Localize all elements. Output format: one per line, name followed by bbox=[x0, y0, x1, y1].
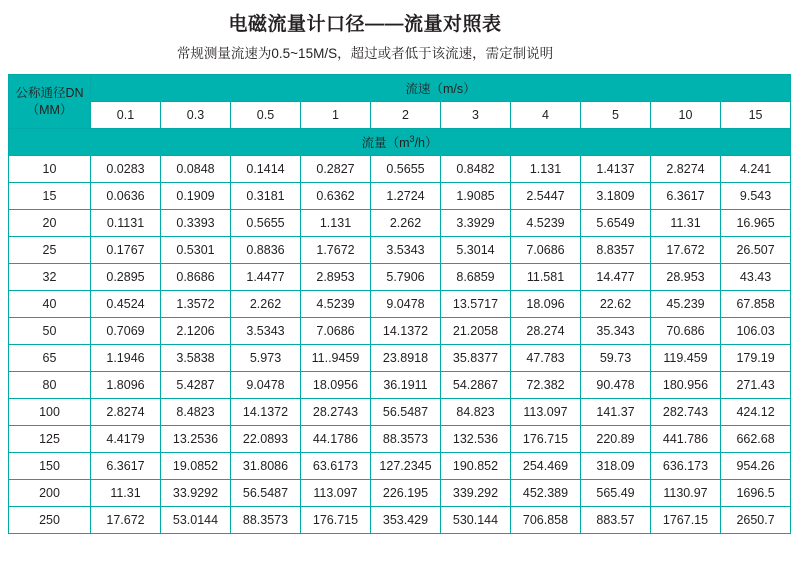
cell: 16.965 bbox=[721, 210, 791, 237]
cell: 1767.15 bbox=[651, 507, 721, 534]
cell: 141.37 bbox=[581, 399, 651, 426]
cell: 31.8086 bbox=[231, 453, 301, 480]
cell: 4.4179 bbox=[91, 426, 161, 453]
table-row bbox=[9, 264, 791, 291]
cell: 176.715 bbox=[511, 426, 581, 453]
cell: 43.43 bbox=[721, 264, 791, 291]
cell: 44.1786 bbox=[301, 426, 371, 453]
cell: 18.096 bbox=[511, 291, 581, 318]
cell: 28.2743 bbox=[301, 399, 371, 426]
cell: 0.3181 bbox=[231, 183, 301, 210]
header-speed-cell: 流速（m/s） bbox=[91, 75, 791, 102]
table-row bbox=[9, 399, 791, 426]
cell: 17.672 bbox=[91, 507, 161, 534]
cell: 2.1206 bbox=[161, 318, 231, 345]
cell: 22.62 bbox=[581, 291, 651, 318]
cell: 226.195 bbox=[371, 480, 441, 507]
cell: 452.389 bbox=[511, 480, 581, 507]
cell: 56.5487 bbox=[231, 480, 301, 507]
cell: 179.19 bbox=[721, 345, 791, 372]
cell: 662.68 bbox=[721, 426, 791, 453]
cell: 4.241 bbox=[721, 156, 791, 183]
cell: 0.3393 bbox=[161, 210, 231, 237]
speed-value-1: 0.3 bbox=[161, 102, 231, 129]
cell: 84.823 bbox=[441, 399, 511, 426]
cell: 1.8096 bbox=[91, 372, 161, 399]
cell: 0.1414 bbox=[231, 156, 301, 183]
cell: 636.173 bbox=[651, 453, 721, 480]
table-row bbox=[9, 507, 791, 534]
header-flow-cell bbox=[9, 129, 791, 156]
cell: 706.858 bbox=[511, 507, 581, 534]
cell: 3.3929 bbox=[441, 210, 511, 237]
cell: 190.852 bbox=[441, 453, 511, 480]
cell: 119.459 bbox=[651, 345, 721, 372]
cell: 2.262 bbox=[231, 291, 301, 318]
cell: 1.3572 bbox=[161, 291, 231, 318]
cell: 530.144 bbox=[441, 507, 511, 534]
cell: 14.1372 bbox=[371, 318, 441, 345]
row-dn: 100 bbox=[9, 399, 91, 426]
cell: 424.12 bbox=[721, 399, 791, 426]
cell: 318.09 bbox=[581, 453, 651, 480]
cell: 14.1372 bbox=[231, 399, 301, 426]
cell: 0.6362 bbox=[301, 183, 371, 210]
cell: 8.8357 bbox=[581, 237, 651, 264]
cell: 9.0478 bbox=[231, 372, 301, 399]
cell: 132.536 bbox=[441, 426, 511, 453]
cell: 0.5301 bbox=[161, 237, 231, 264]
cell: 2.262 bbox=[371, 210, 441, 237]
cell: 0.1767 bbox=[91, 237, 161, 264]
cell: 4.5239 bbox=[301, 291, 371, 318]
cell: 7.0686 bbox=[511, 237, 581, 264]
cell: 14.477 bbox=[581, 264, 651, 291]
row-dn: 80 bbox=[9, 372, 91, 399]
cell: 0.7069 bbox=[91, 318, 161, 345]
cell: 22.0893 bbox=[231, 426, 301, 453]
cell: 56.5487 bbox=[371, 399, 441, 426]
header-flow-prefix: 流量（m bbox=[361, 136, 410, 150]
cell: 441.786 bbox=[651, 426, 721, 453]
row-dn: 65 bbox=[9, 345, 91, 372]
header-dn-line1: 公称通径DN bbox=[15, 85, 84, 100]
speed-value-9: 15 bbox=[721, 102, 791, 129]
speed-value-2: 0.5 bbox=[231, 102, 301, 129]
cell: 18.0956 bbox=[301, 372, 371, 399]
table-row bbox=[9, 453, 791, 480]
table-row bbox=[9, 183, 791, 210]
cell: 0.0848 bbox=[161, 156, 231, 183]
speed-value-5: 3 bbox=[441, 102, 511, 129]
cell: 9.0478 bbox=[371, 291, 441, 318]
cell: 5.7906 bbox=[371, 264, 441, 291]
cell: 113.097 bbox=[301, 480, 371, 507]
cell: 5.973 bbox=[231, 345, 301, 372]
cell: 67.858 bbox=[721, 291, 791, 318]
table-row bbox=[9, 480, 791, 507]
table-header-row-speed bbox=[9, 75, 791, 102]
cell: 23.8918 bbox=[371, 345, 441, 372]
cell: 8.6859 bbox=[441, 264, 511, 291]
cell: 63.6173 bbox=[301, 453, 371, 480]
cell: 1.131 bbox=[301, 210, 371, 237]
cell: 565.49 bbox=[581, 480, 651, 507]
row-dn: 200 bbox=[9, 480, 91, 507]
cell: 0.1909 bbox=[161, 183, 231, 210]
cell: 88.3573 bbox=[371, 426, 441, 453]
cell: 220.89 bbox=[581, 426, 651, 453]
cell: 35.343 bbox=[581, 318, 651, 345]
table-row bbox=[9, 291, 791, 318]
cell: 28.953 bbox=[651, 264, 721, 291]
cell: 17.672 bbox=[651, 237, 721, 264]
cell: 53.0144 bbox=[161, 507, 231, 534]
table-header-row-flow bbox=[9, 129, 791, 156]
cell: 5.3014 bbox=[441, 237, 511, 264]
cell: 59.73 bbox=[581, 345, 651, 372]
cell: 1696.5 bbox=[721, 480, 791, 507]
cell: 0.8482 bbox=[441, 156, 511, 183]
cell: 11.581 bbox=[511, 264, 581, 291]
row-dn: 50 bbox=[9, 318, 91, 345]
header-dn-line2: （MM） bbox=[26, 102, 73, 117]
row-dn: 40 bbox=[9, 291, 91, 318]
cell: 0.0283 bbox=[91, 156, 161, 183]
cell: 13.2536 bbox=[161, 426, 231, 453]
header-flow-exponent: 3 bbox=[409, 133, 415, 144]
cell: 35.8377 bbox=[441, 345, 511, 372]
cell: 47.783 bbox=[511, 345, 581, 372]
cell: 176.715 bbox=[301, 507, 371, 534]
speed-value-4: 2 bbox=[371, 102, 441, 129]
speed-value-6: 4 bbox=[511, 102, 581, 129]
cell: 1130.97 bbox=[651, 480, 721, 507]
cell: 3.5343 bbox=[371, 237, 441, 264]
cell: 45.239 bbox=[651, 291, 721, 318]
cell: 6.3617 bbox=[651, 183, 721, 210]
cell: 21.2058 bbox=[441, 318, 511, 345]
cell: 1.7672 bbox=[301, 237, 371, 264]
cell: 2650.7 bbox=[721, 507, 791, 534]
cell: 54.2867 bbox=[441, 372, 511, 399]
cell: 0.2895 bbox=[91, 264, 161, 291]
cell: 8.4823 bbox=[161, 399, 231, 426]
row-dn: 150 bbox=[9, 453, 91, 480]
cell: 70.686 bbox=[651, 318, 721, 345]
page-title: 电磁流量计口径——流量对照表 bbox=[228, 14, 502, 35]
cell: 2.8274 bbox=[91, 399, 161, 426]
cell: 353.429 bbox=[371, 507, 441, 534]
page-subtitle: 常规测量流速为0.5~15M/S，超过或者低于该流速，需定制说明 bbox=[176, 46, 554, 61]
cell: 954.26 bbox=[721, 453, 791, 480]
table-row bbox=[9, 426, 791, 453]
cell: 0.8686 bbox=[161, 264, 231, 291]
table-row bbox=[9, 372, 791, 399]
cell: 7.0686 bbox=[301, 318, 371, 345]
cell: 271.43 bbox=[721, 372, 791, 399]
header-flow-suffix: /h） bbox=[414, 136, 438, 150]
cell: 90.478 bbox=[581, 372, 651, 399]
cell: 1.4477 bbox=[231, 264, 301, 291]
cell: 2.8953 bbox=[301, 264, 371, 291]
cell: 1.4137 bbox=[581, 156, 651, 183]
cell: 883.57 bbox=[581, 507, 651, 534]
cell: 339.292 bbox=[441, 480, 511, 507]
cell: 6.3617 bbox=[91, 453, 161, 480]
table-row bbox=[9, 345, 791, 372]
cell: 3.5838 bbox=[161, 345, 231, 372]
cell: 3.5343 bbox=[231, 318, 301, 345]
cell: 0.1131 bbox=[91, 210, 161, 237]
speed-value-8: 10 bbox=[651, 102, 721, 129]
row-dn: 32 bbox=[9, 264, 91, 291]
cell: 3.1809 bbox=[581, 183, 651, 210]
speed-value-0: 0.1 bbox=[91, 102, 161, 129]
cell: 254.469 bbox=[511, 453, 581, 480]
cell: 19.0852 bbox=[161, 453, 231, 480]
header-dn-cell bbox=[9, 75, 91, 129]
cell: 72.382 bbox=[511, 372, 581, 399]
cell: 0.2827 bbox=[301, 156, 371, 183]
cell: 282.743 bbox=[651, 399, 721, 426]
cell: 1.2724 bbox=[371, 183, 441, 210]
row-dn: 10 bbox=[9, 156, 91, 183]
cell: 11..9459 bbox=[301, 345, 371, 372]
cell: 0.0636 bbox=[91, 183, 161, 210]
cell: 113.097 bbox=[511, 399, 581, 426]
flow-rate-table bbox=[8, 74, 791, 534]
cell: 1.131 bbox=[511, 156, 581, 183]
cell: 11.31 bbox=[651, 210, 721, 237]
cell: 28.274 bbox=[511, 318, 581, 345]
row-dn: 20 bbox=[9, 210, 91, 237]
cell: 5.6549 bbox=[581, 210, 651, 237]
cell: 180.956 bbox=[651, 372, 721, 399]
cell: 2.8274 bbox=[651, 156, 721, 183]
cell: 1.9085 bbox=[441, 183, 511, 210]
cell: 106.03 bbox=[721, 318, 791, 345]
cell: 127.2345 bbox=[371, 453, 441, 480]
cell: 11.31 bbox=[91, 480, 161, 507]
table-row bbox=[9, 156, 791, 183]
cell: 2.5447 bbox=[511, 183, 581, 210]
table-row bbox=[9, 237, 791, 264]
speed-value-7: 5 bbox=[581, 102, 651, 129]
cell: 5.4287 bbox=[161, 372, 231, 399]
cell: 0.5655 bbox=[231, 210, 301, 237]
cell: 36.1911 bbox=[371, 372, 441, 399]
table-row bbox=[9, 318, 791, 345]
cell: 0.5655 bbox=[371, 156, 441, 183]
table-header-row-speed-values bbox=[9, 102, 791, 129]
cell: 0.4524 bbox=[91, 291, 161, 318]
row-dn: 15 bbox=[9, 183, 91, 210]
cell: 88.3573 bbox=[231, 507, 301, 534]
cell: 9.543 bbox=[721, 183, 791, 210]
row-dn: 125 bbox=[9, 426, 91, 453]
cell: 1.1946 bbox=[91, 345, 161, 372]
speed-value-3: 1 bbox=[301, 102, 371, 129]
table-row bbox=[9, 210, 791, 237]
cell: 33.9292 bbox=[161, 480, 231, 507]
cell: 4.5239 bbox=[511, 210, 581, 237]
cell: 26.507 bbox=[721, 237, 791, 264]
row-dn: 25 bbox=[9, 237, 91, 264]
cell: 0.8836 bbox=[231, 237, 301, 264]
row-dn: 250 bbox=[9, 507, 91, 534]
cell: 13.5717 bbox=[441, 291, 511, 318]
